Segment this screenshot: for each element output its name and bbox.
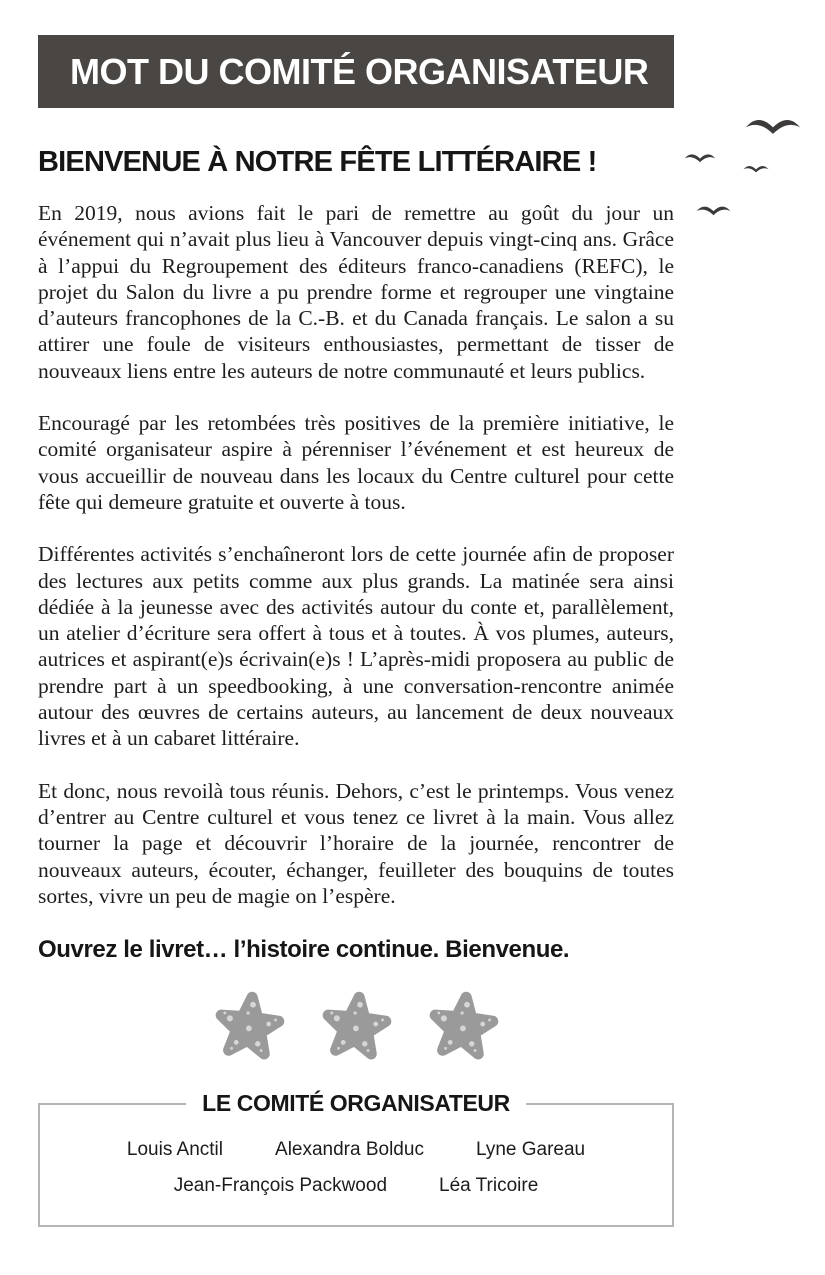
committee-member: Jean-François Packwood [173, 1175, 388, 1196]
committee-member: Louis Anctil [126, 1139, 224, 1160]
starfish-row [38, 986, 674, 1066]
committee-member: Léa Tricoire [439, 1175, 539, 1196]
committee-members-row [40, 1175, 672, 1197]
bird-icon [745, 114, 801, 137]
paragraph: Encouragé par les retombées très positives de la première initiative, le comité organisateur aspire à pérenniser l’événement et est heureux de vous accueillir de nouveau dans les locaux du Centre culturel pour cette fête qui demeure gratuite et ouverte à tous. [38, 411, 674, 514]
starfish-icon [209, 986, 289, 1066]
starfish-icon [423, 986, 503, 1066]
committee-box [38, 1090, 674, 1227]
page-header-banner [38, 35, 674, 108]
committee-members-row [40, 1139, 672, 1161]
committee-member: Alexandra Bolduc [275, 1139, 424, 1160]
body-text [38, 200, 674, 935]
closing-line: Ouvrez le livret… l’histoire continue. Bienvenue. [38, 936, 570, 963]
committee-member: Lyne Gareau [475, 1139, 586, 1160]
bird-icon [684, 151, 716, 164]
page-title: MOT DU COMITÉ ORGANISATEUR [70, 50, 649, 92]
committee-title: LE COMITÉ ORGANISATEUR [186, 1090, 526, 1117]
paragraph: Différentes activités s’enchaîneront lors de cette journée afin de proposer des lectures aux petits comme aux plus grands. La matinée sera ainsi dédiée à la jeunesse avec des activités autour du conte et, parallèlement, un atelier d’écriture sera offert à tous et à toutes. À vos plumes, auteurs, autrices et aspirant(e)s écrivain(e)s ! L’après-midi proposera au public de prendre part à un speedbooking, à une conversation-rencontre animée autour des œuvres de certains auteurs, au lancement de deux nouveaux livres et à un cabaret littéraire. [38, 542, 674, 751]
bird-icon [696, 203, 731, 217]
paragraph: Et donc, nous revoilà tous réunis. Dehors, c’est le printemps. Vous venez d’entrer au Centre culturel et vous tenez ce livret à la main. Vous allez tourner la page et découvrir l’horaire de la journée, rencontrer de nouveaux auteurs, écouter, échanger, feuilleter des bouquins de toutes sortes, vivre un peu de magie on l’espère. [38, 778, 674, 908]
bird-icon [743, 163, 769, 174]
paragraph: En 2019, nous avions fait le pari de remettre au goût du jour un événement qui n’avait plus lieu à Vancouver depuis vingt-cinq ans. Grâce à l’appui du Regroupement des éditeurs franco-canadiens (REFC), le projet du Salon du livre a pu prendre forme et regrouper une vingtaine d’auteurs francophones de la C.-B. et du Canada français. Le salon a su attirer une foule de visiteurs enthousiastes, permettant de tisser de nouveaux liens entre les auteurs de notre communauté et leurs publics. [38, 201, 674, 383]
welcome-heading: BIENVENUE À NOTRE FÊTE LITTÉRAIRE ! [38, 146, 597, 178]
starfish-icon [316, 986, 396, 1066]
